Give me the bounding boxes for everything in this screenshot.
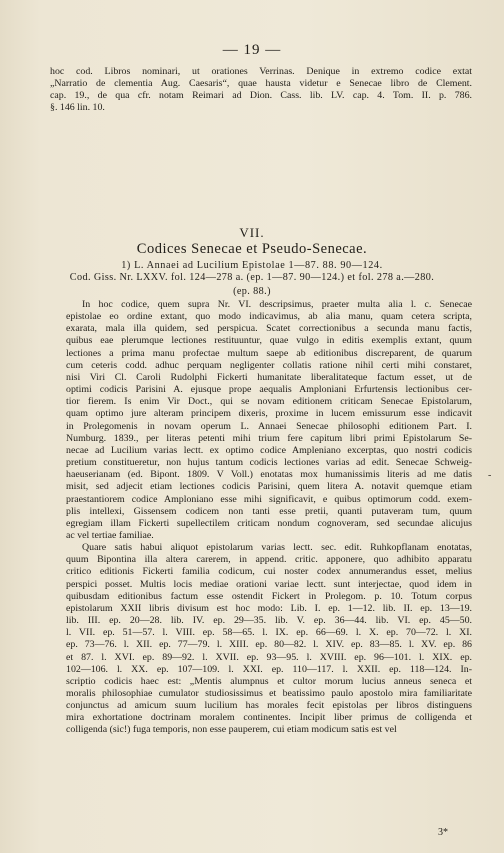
text-line: mira exhortatione doctrinam moralem continentes. Incipit liber primus de colligenda et <box>66 712 472 724</box>
text-line: quum Bipontina illa altera carerem, in append. critic. apponere, quo adhibito apparatu <box>66 554 472 566</box>
text-line: conjunctus ad amicum suum lucilium has morales fecit epistolas per libros distinguens <box>66 700 472 712</box>
text-line: exarata, mala illa quidem, sed perspicua. Scatet correctionibus a secunda manu factis, <box>66 323 472 335</box>
text-line: quibus eae plerumque lectiones restituuntur, quae vulgo in editis exemplis extant, quum <box>66 335 472 347</box>
text-line: plis intellexi, Gissensem codicem non tanti esse pretii, quanti putaveram tum, quum <box>66 505 472 517</box>
text-line: 102—106. l. XX. ep. 107—109. l. XXI. ep. 110—117. l. XXII. ep. 118—124. In- <box>66 663 472 675</box>
text-line: hoc cod. Libros nominari, ut orationes Verrinas. Denique in extremo codice extat <box>50 66 472 77</box>
text-line: cum ceteris codd. adhuc perquam negligenter collatis ratione nihil certi mihi constaret, <box>66 359 472 371</box>
text-line: l. VII. ep. 51—57. l. VIII. ep. 58—65. l. IX. ep. 66—69. l. X. ep. 70—72. l. XI. <box>66 627 472 639</box>
text-line: egregiam illam Fickerti supellectilem criticam nondum cognoveram, sed secundae alicujus <box>66 517 472 529</box>
text-line: optimi codicis Parisini A. ejusque prope aequalis Amploniani Erfurtensis lectionibus cer- <box>66 384 472 396</box>
text-line: cap. 19., de qua cfr. notam Reimari ad Dion. Cass. lib. LV. cap. 4. Tom. II. p. 786. <box>50 90 472 102</box>
page-number: — 19 — <box>222 42 282 58</box>
text-line: Numburg. 1839., per literas petenti mihi trium fere capitum libri primi Epistolarum Se- <box>66 432 472 444</box>
signature-mark: 3* <box>438 827 448 838</box>
text-line: ep. 73—76. l. XII. ep. 77—79. l. XIII. ep. 80—82. l. XIV. ep. 83—85. l. XV. ep. 86 <box>66 639 472 651</box>
text-line: colligenda (sic!) fuga temporis, non esse pauperem, cui etiam modicum satis est vel <box>66 724 397 736</box>
text-line: tior fierem. Is enim Vir Doct., qui se novam editionem criticam Senecae Epistolarum, <box>66 396 472 408</box>
text-line: in Prolegomenis in novam operum L. Annaei Senecae philosophi editionem Part. I. <box>66 420 472 432</box>
text-line: ac vel tertiae familiae. <box>66 529 154 541</box>
chapter-subtitle-1: 1) L. Annaei ad Lucilium Epistolae 1—87. 88. 90—124. <box>121 260 383 271</box>
text-line: epistolae eo ordine extant, quo modo indicavimus, ab alia manu, quam cetera scripta, <box>66 311 472 323</box>
chapter-title: Codices Senecae et Pseudo-Senecae. <box>136 241 368 257</box>
text-line: misit, sed adjecit etiam lectiones codicis Parisini, quem litera A. notavit quemque etiam <box>66 481 472 493</box>
text-line: lib. III. ep. 20—28. lib. IV. ep. 29—35. lib. V. ep. 36—44. lib. VI. ep. 45—50. <box>66 615 472 627</box>
text-line: perspici posset. Multis locis mediae orationi variae lectt. sunt interjectae, quod idem in <box>66 578 472 590</box>
text-line: „Narratio de clementia Aug. Caesaris“, quae hausta videtur e Senecae libro de Clement. <box>50 78 472 90</box>
body-text <box>50 299 472 737</box>
top-paragraph <box>50 66 472 115</box>
margin-dash: - <box>488 470 492 481</box>
text-line: haeuserianam (ed. Bipont. 1809. V Voll.) enotatas mox humanissimis literis ad me datis <box>66 469 472 481</box>
paragraph-1 <box>50 299 472 542</box>
text-line: moralis philosophiae cumulator studiosissimus et beatissimo paulo apostolo mira familiaritate <box>66 688 472 699</box>
text-line: praestantiorem codice Amploniano esse mihi significavit, e quibus optimorum codd. exem- <box>66 493 472 505</box>
text-line: Quare satis habui aliquot epistolarum varias lectt. sec. edit. Ruhkopflanam enotatas, <box>82 542 472 554</box>
text-line: lectiones a prima manu profectae multum saepe ab editionibus discreparent, de quarum <box>66 347 472 359</box>
chapter-subtitle-3: (ep. 88.) <box>233 286 271 297</box>
text-line: nisi Viri Cl. Caroli Rudolphi Fickerti humanitate liberalitateque factum esset, ut de <box>66 371 472 383</box>
text-line: §. 146 lin. 10. <box>50 102 105 114</box>
text-line: scriptio codicis haec est: „Mentis alumpnus et cultor morum lucius anneus seneca et <box>66 675 472 687</box>
chapter-subtitle-2: Cod. Giss. Nr. LXXV. fol. 124—278 a. (ep. 1—87. 90—124.) et fol. 278 a.—280. <box>69 272 435 283</box>
text-line: In hoc codice, quem supra Nr. VI. descripsimus, praeter multa alia l. c. Senecae <box>82 299 472 310</box>
text-line: pretium constitueretur, non hujus tantum codicis lectiones varias ad edit. Senecae Schweig- <box>66 457 472 469</box>
paragraph-2 <box>50 542 472 737</box>
text-line: et 87. l. XVI. ep. 89—92. l. XVII. ep. 93—95. l. XVIII. ep. 96—101. l. XIX. ep. <box>66 651 472 663</box>
text-line: epistolarum XXII libris divisum est hoc modo: Lib. I. ep. 1—12. lib. II. ep. 13—19. <box>66 602 472 614</box>
text-line: quibusdam editionibus factum esse ostendit Fickert in Prolegom. p. 10. Totum corpus <box>66 590 472 602</box>
text-line: necae ad Lucilium varias lectt. ex optimo codice Ampleniano excerptas, quo nostri codicis <box>66 444 472 456</box>
text-line: critico editionis Fickerti familia codicum, cui noster codex annumerandus esset, melius <box>66 566 472 578</box>
text-line: quam optimo jure alteram principem dixeris, proxime in lucem emissurum esse indicavit <box>66 408 472 420</box>
chapter-number: VII. <box>239 225 265 240</box>
